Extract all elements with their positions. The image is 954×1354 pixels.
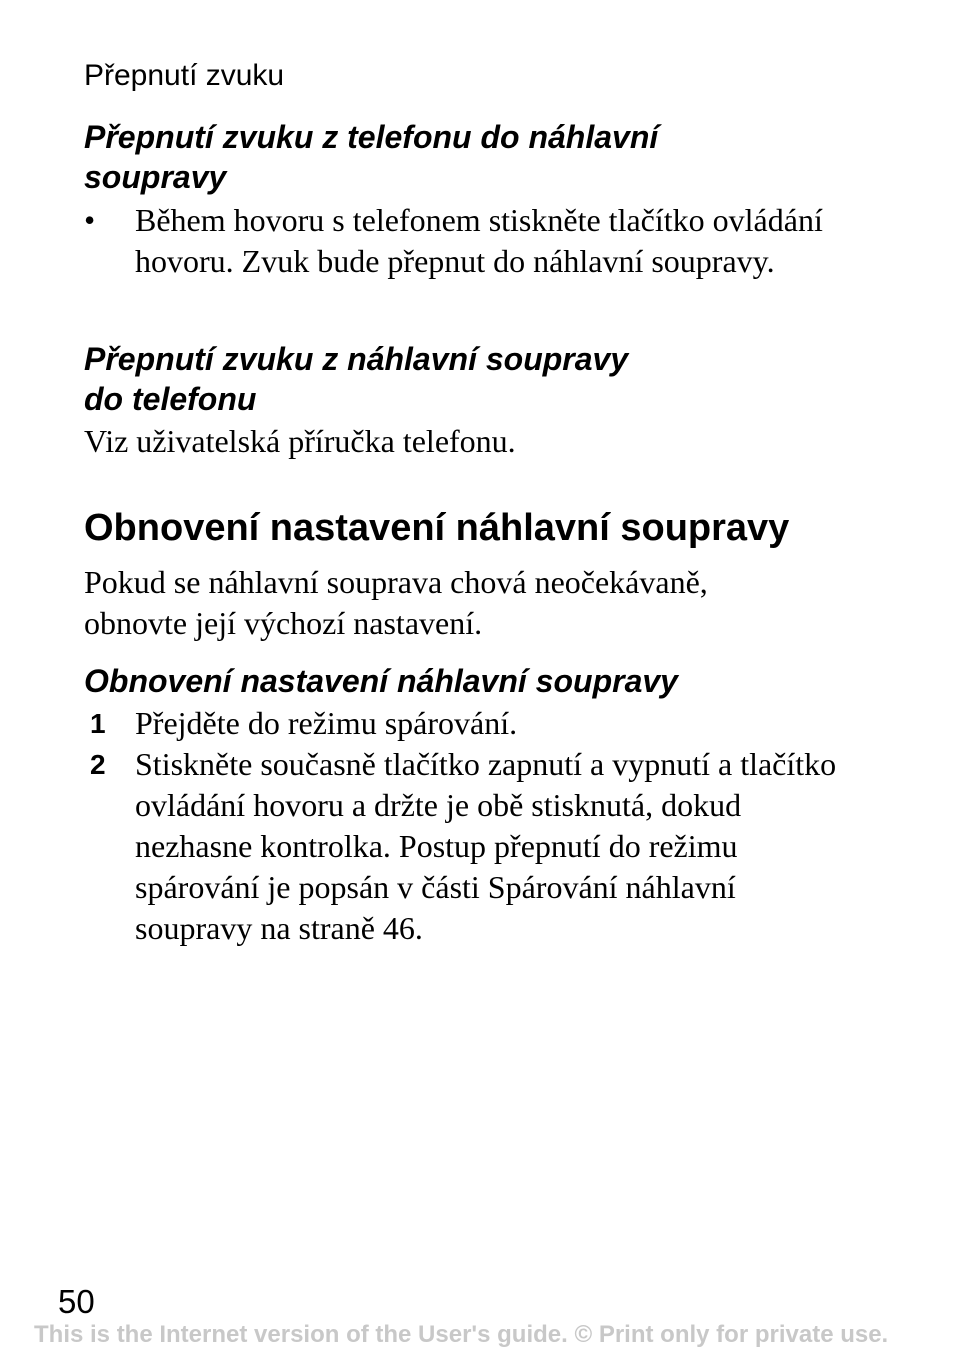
page-number: 50 [58,1283,95,1320]
procedure-heading: Obnovení nastavení náhlavní soupravy [84,663,678,699]
bullet-text: Během hovoru s telefonem stiskněte tlačítko ovládání hovoru. Zvuk bude přepnut do náhlavní soupravy. [135,202,823,279]
subheading-phone-to-headset [84,117,844,197]
section-intro: Pokud se náhlavní souprava chová neočekávaně, obnovte její výchozí nastavení. [84,564,708,641]
footer-note: This is the Internet version of the User's guide. © Print only for private use. [34,1321,889,1348]
subheading-line-1: Přepnutí zvuku z telefonu do náhlavní [84,119,659,155]
step-text: Stiskněte současně tlačítko zapnutí a vypnutí a tlačítko ovládání hovoru a držte je obě stisknutá, dokud nezhasne kontrolka. Postup přepnutí do režimu spárování je popsán v části Spárování náhlavní soupravy na straně 46. [135,746,837,946]
section-title: Obnovení nastavení náhlavní soupravy [84,507,790,549]
bullet-symbol: • [84,202,96,238]
step-text: Přejděte do režimu spárování. [135,705,518,741]
subheading-line-2: do telefonu [84,381,257,417]
step-number: 1 [90,708,106,739]
running-head: Přepnutí zvuku [84,59,285,92]
reference-text: Viz uživatelská příručka telefonu. [84,423,516,459]
subheading-line-2: soupravy [84,159,227,195]
subheading-headset-to-phone [84,339,844,419]
subheading-line-1: Přepnutí zvuku z náhlavní soupravy [84,341,629,377]
step-number: 2 [90,749,106,780]
